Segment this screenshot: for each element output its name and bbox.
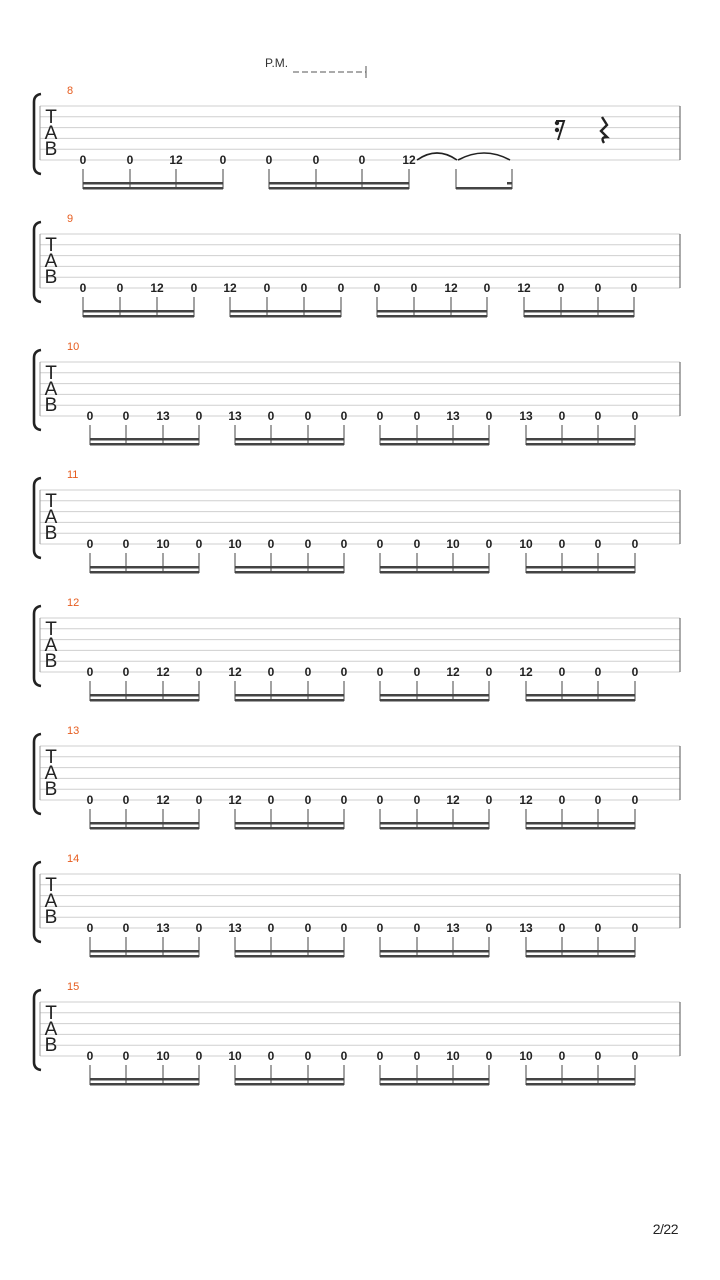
fret-number: 0 [373,281,381,295]
bar-number: 10 [67,341,80,353]
fret-number: 0 [594,281,602,295]
tab-clef-letter: T [45,875,57,896]
tab-clef-letter: A [44,251,58,272]
beam-primary [269,187,409,190]
tab-clef-letter: A [44,379,58,400]
beam-primary [90,955,199,958]
fret-number: 0 [304,1049,312,1063]
beam-primary [90,699,199,702]
beam-primary [235,955,344,958]
fret-number: 0 [195,1049,203,1063]
beam-primary [83,315,194,318]
fret-number: 0 [86,665,94,679]
sixteenth-rest-dot [555,128,559,132]
beam-secondary [83,310,194,313]
beam-secondary [380,438,489,441]
beam-primary [526,827,635,830]
fret-number: 0 [304,537,312,551]
bar-number: 15 [67,981,80,993]
tab-clef-letter: A [44,1019,58,1040]
tab-system [34,597,680,702]
beam-secondary [83,182,223,185]
beam-primary [380,571,489,574]
fret-number: 0 [195,793,203,807]
fret-number: 0 [79,281,87,295]
fret-number: 0 [304,409,312,423]
tab-clef-letter: B [44,523,58,544]
beam-secondary [380,566,489,569]
bar-number: 9 [67,213,74,225]
fret-number: 0 [485,665,493,679]
fret-number: 0 [485,793,493,807]
fret-number: 0 [413,409,421,423]
fret-number: 0 [594,409,602,423]
fret-number: 0 [195,409,203,423]
fret-number: 0 [485,1049,493,1063]
bar-number: 12 [67,597,80,609]
beam-secondary [90,694,199,697]
fret-number: 0 [126,153,134,167]
fret-number: 0 [558,537,566,551]
fret-number: 0 [312,153,320,167]
fret-number: 0 [340,537,348,551]
fret-number: 0 [631,665,639,679]
fret-number: 10 [228,1049,242,1063]
beam-primary [526,571,635,574]
tab-clef-letter: T [45,1003,57,1024]
fret-number: 12 [519,793,533,807]
fret-number: 10 [156,537,170,551]
fret-number: 0 [337,281,345,295]
fret-number: 0 [594,537,602,551]
fret-number: 0 [376,537,384,551]
bar-number: 11 [67,469,79,481]
fret-number: 0 [116,281,124,295]
fret-number: 0 [413,665,421,679]
fret-number: 0 [483,281,491,295]
beam-primary [235,1083,344,1086]
fret-number: 10 [446,1049,460,1063]
fret-number: 0 [190,281,198,295]
tab-clef-letter: B [44,907,58,928]
beam-secondary [380,822,489,825]
fret-number: 0 [122,537,130,551]
fret-number: 12 [446,793,460,807]
fret-number: 0 [594,921,602,935]
fret-number: 0 [485,409,493,423]
beam-primary [83,187,223,190]
tab-system [34,213,680,318]
fret-number: 0 [86,409,94,423]
tab-clef-letter: T [45,235,57,256]
fret-number: 0 [265,153,273,167]
tab-clef-letter: B [44,139,58,160]
tie-arc [458,153,510,160]
fret-number: 0 [304,793,312,807]
fret-number: 10 [228,537,242,551]
fret-number: 10 [156,1049,170,1063]
bar-number: 14 [67,853,80,865]
palm-mute-label: P.M. [265,56,289,70]
beam-secondary [526,1078,635,1081]
fret-number: 0 [219,153,227,167]
fret-number: 0 [267,921,275,935]
beam-secondary [90,822,199,825]
fret-number: 0 [558,1049,566,1063]
fret-number: 0 [376,665,384,679]
fret-number: 0 [267,793,275,807]
fret-number: 12 [519,665,533,679]
fret-number: 0 [86,537,94,551]
fret-number: 13 [228,921,242,935]
beam-primary [90,571,199,574]
beam-secondary [526,694,635,697]
beam-secondary [235,438,344,441]
fret-number: 13 [446,921,460,935]
fret-number: 0 [413,1049,421,1063]
fret-number: 12 [156,665,170,679]
beam-primary [235,571,344,574]
fret-number: 0 [413,921,421,935]
beam-secondary [235,1078,344,1081]
fret-number: 0 [485,537,493,551]
beam-primary [526,443,635,446]
fret-number: 12 [446,665,460,679]
tab-clef-letter: B [44,267,58,288]
tab-system [34,85,680,190]
fret-number: 0 [267,409,275,423]
fret-number: 12 [444,281,458,295]
beam-primary [380,827,489,830]
fret-number: 0 [376,1049,384,1063]
fret-number: 0 [340,921,348,935]
fret-number: 0 [263,281,271,295]
fret-number: 12 [150,281,164,295]
fret-number: 0 [267,665,275,679]
beam-secondary [380,694,489,697]
beam-secondary [380,950,489,953]
fret-number: 0 [630,281,638,295]
fret-number: 0 [195,921,203,935]
tie-arc [417,153,457,160]
fret-number: 0 [376,409,384,423]
beam-primary [526,1083,635,1086]
tab-clef-letter: T [45,491,57,512]
fret-number: 0 [122,665,130,679]
fret-number: 12 [156,793,170,807]
fret-number: 0 [485,921,493,935]
beam-secondary [235,566,344,569]
fret-number: 0 [558,921,566,935]
quarter-rest [601,117,607,143]
fret-number: 0 [267,537,275,551]
fret-number: 0 [300,281,308,295]
fret-number: 12 [402,153,416,167]
beam-primary [526,699,635,702]
beam-primary [235,443,344,446]
tab-clef-letter: B [44,395,58,416]
tab-clef-letter: A [44,891,58,912]
fret-number: 13 [519,921,533,935]
tab-clef-letter: B [44,1035,58,1056]
fret-number: 13 [519,409,533,423]
tab-clef-letter: T [45,107,57,128]
tab-clef-letter: A [44,635,58,656]
fret-number: 13 [446,409,460,423]
beam-primary [90,1083,199,1086]
fret-number: 0 [122,1049,130,1063]
beam-secondary [235,694,344,697]
beam-secondary [524,310,634,313]
tab-system [34,725,680,830]
beam-secondary [507,182,512,185]
tab-clef-letter: T [45,363,57,384]
beam-secondary [377,310,487,313]
fret-number: 12 [169,153,183,167]
beam-secondary [230,310,341,313]
fret-number: 0 [86,793,94,807]
page-number: 2/22 [652,1221,678,1237]
tab-clef-letter: T [45,619,57,640]
fret-number: 0 [558,409,566,423]
fret-number: 13 [228,409,242,423]
fret-number: 0 [358,153,366,167]
fret-number: 13 [156,409,170,423]
fret-number: 0 [557,281,565,295]
palm-mute-marking [265,56,366,78]
bar-number: 8 [67,85,74,97]
fret-number: 12 [228,793,242,807]
beam-secondary [90,438,199,441]
fret-number: 0 [267,1049,275,1063]
fret-number: 0 [122,409,130,423]
tab-system [34,469,680,574]
beam-secondary [526,438,635,441]
fret-number: 0 [376,793,384,807]
beam-primary [526,955,635,958]
fret-number: 0 [594,793,602,807]
fret-number: 13 [156,921,170,935]
tab-clef-letter: B [44,651,58,672]
fret-number: 0 [79,153,87,167]
fret-number: 0 [340,793,348,807]
beam-secondary [235,950,344,953]
fret-number: 0 [631,537,639,551]
tab-clef-letter: A [44,507,58,528]
systems-layer [34,85,680,1086]
fret-number: 0 [410,281,418,295]
fret-number: 0 [86,1049,94,1063]
beam-secondary [90,566,199,569]
beam-primary [380,1083,489,1086]
beam-primary [380,443,489,446]
beam-primary [377,315,487,318]
beam-secondary [526,822,635,825]
fret-number: 0 [594,665,602,679]
fret-number: 12 [228,665,242,679]
fret-number: 0 [122,921,130,935]
beam-secondary [269,182,409,185]
beam-primary [235,699,344,702]
beam-secondary [90,950,199,953]
beam-primary [90,827,199,830]
fret-number: 12 [223,281,237,295]
fret-number: 0 [413,537,421,551]
fret-number: 0 [340,1049,348,1063]
beam-secondary [526,566,635,569]
tab-system [34,981,680,1086]
fret-number: 0 [304,665,312,679]
fret-number: 0 [340,665,348,679]
fret-number: 10 [519,1049,533,1063]
fret-number: 10 [519,537,533,551]
fret-number: 0 [195,537,203,551]
tab-clef-letter: A [44,123,58,144]
beam-secondary [235,822,344,825]
fret-number: 12 [517,281,531,295]
fret-number: 0 [594,1049,602,1063]
beam-primary [380,955,489,958]
fret-number: 0 [558,793,566,807]
fret-number: 0 [558,665,566,679]
fret-number: 0 [86,921,94,935]
beam-primary [90,443,199,446]
sixteenth-rest-dot [555,121,559,125]
beam-primary [230,315,341,318]
fret-number: 0 [413,793,421,807]
fret-number: 0 [631,793,639,807]
bar-number: 13 [67,725,80,737]
beam-primary [380,699,489,702]
fret-number: 0 [195,665,203,679]
fret-number: 0 [122,793,130,807]
beam-secondary [380,1078,489,1081]
beam-primary [524,315,634,318]
tab-system [34,853,680,958]
beam-secondary [90,1078,199,1081]
fret-number: 10 [446,537,460,551]
beam-secondary [526,950,635,953]
fret-number: 0 [376,921,384,935]
fret-number: 0 [340,409,348,423]
tab-clef-letter: T [45,747,57,768]
beam-primary [235,827,344,830]
fret-number: 0 [631,921,639,935]
fret-number: 0 [304,921,312,935]
beam-primary [456,187,512,190]
tab-system [34,341,680,446]
tab-clef-letter: B [44,779,58,800]
fret-number: 0 [631,1049,639,1063]
tab-clef-letter: A [44,763,58,784]
fret-number: 0 [631,409,639,423]
